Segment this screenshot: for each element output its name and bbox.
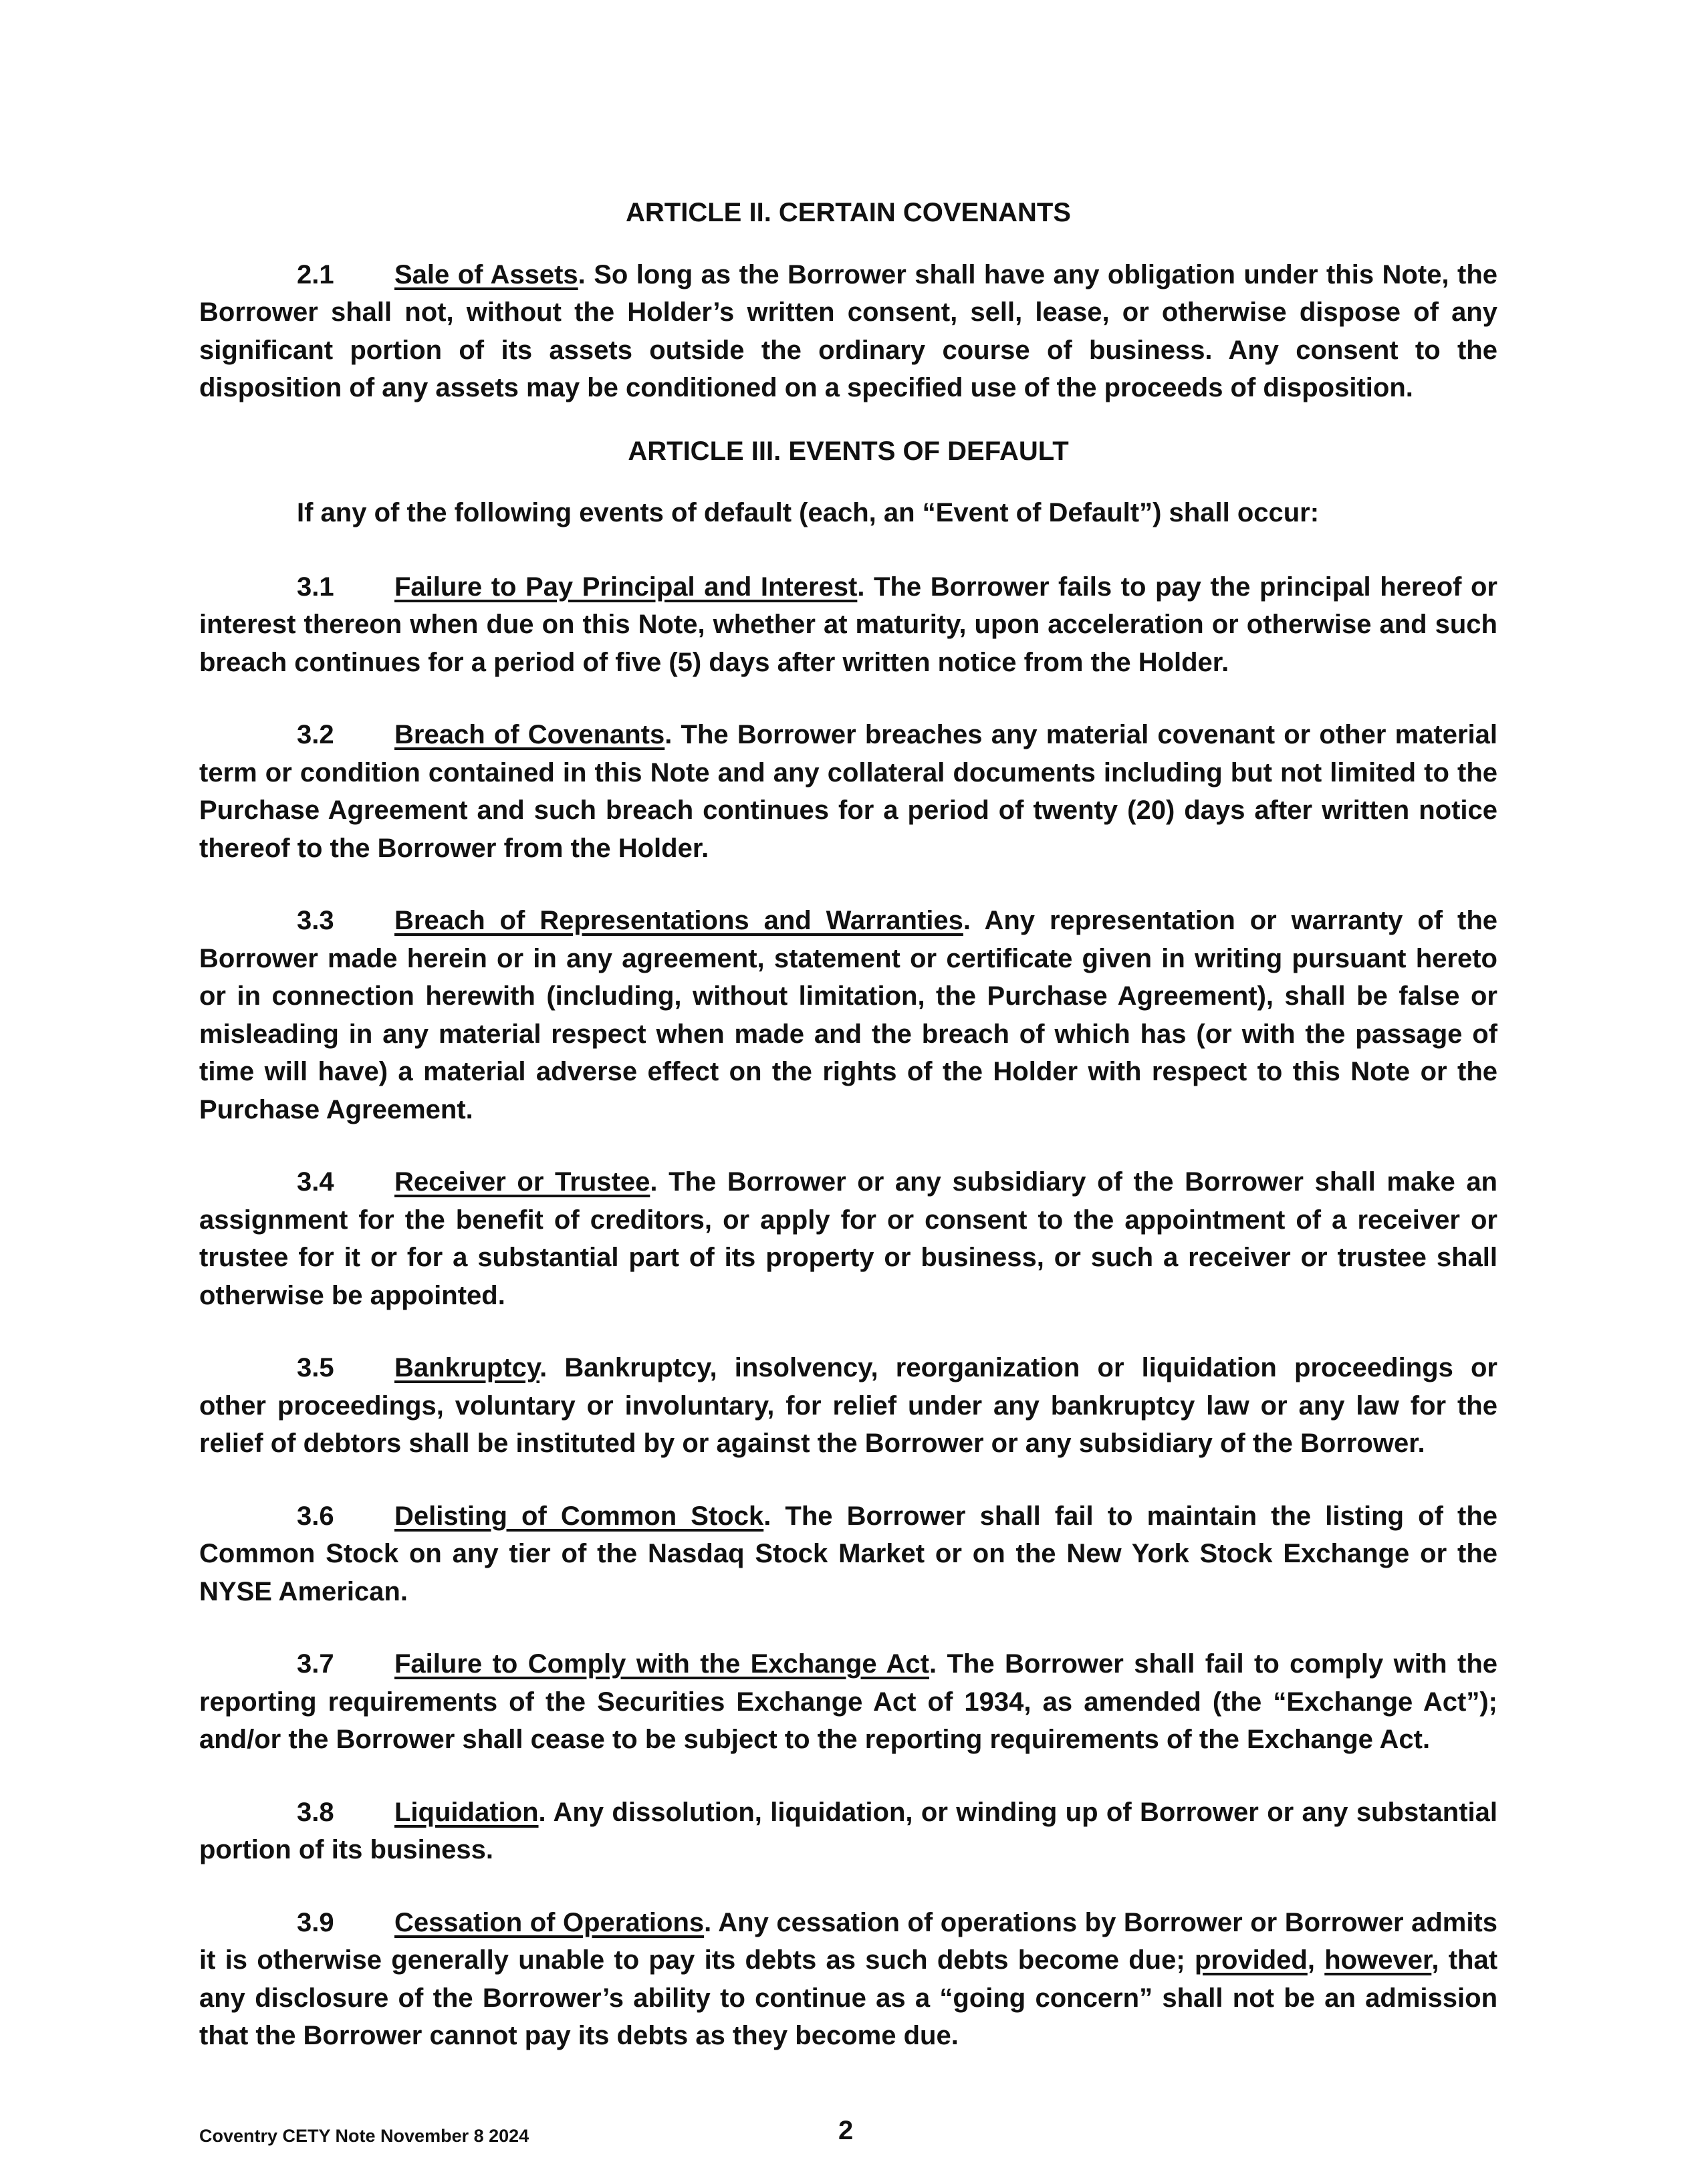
section-number: 3.2 <box>297 720 334 749</box>
article-iii-heading: ARTICLE III. EVENTS OF DEFAULT <box>628 436 1069 466</box>
section-3-5 <box>199 1349 1497 1463</box>
section-body: . Any dissolution, liquidation, or winding up of Borrower or any substantial portion of its business. <box>199 1797 1497 1864</box>
section-body: . Bankruptcy, insolvency, reorganization or liquidation proceedings or other proceedings, voluntary or involuntary, for relief under any bankruptcy law or any law for the relief of debtors shall be instituted by or against the Borrower or any subsidiary of the Borrower. <box>199 1353 1497 1458</box>
section-3-3 <box>199 902 1497 1128</box>
comma-separator: , <box>1307 1945 1325 1975</box>
section-body: . Any representation or warranty of the Borrower made herein or in any agreement, statement or certificate given in writing pursuant hereto or in connection herewith (including, without limitation, the Purchase Agreement), shall be false or misleading in any material respect when made and the breach of which has (or with the passage of time will have) a material adverse effect on the rights of the Holder with respect to this Note or the Purchase Agreement. <box>199 906 1498 1124</box>
section-number: 3.1 <box>297 572 334 602</box>
section-title: Receiver or Trustee <box>394 1167 650 1197</box>
section-body-part-b: , that any disclosure of the Borrower’s ability to continue as a “going concern” shall not be an admission that the Borrower cannot pay its debts as they become due. <box>199 1945 1498 2050</box>
section-number: 3.8 <box>297 1797 334 1827</box>
however-term: however <box>1324 1945 1432 1975</box>
section-number: 3.5 <box>297 1353 334 1382</box>
section-number: 3.4 <box>297 1167 334 1197</box>
section-body: . So long as the Borrower shall have any obligation under this Note, the Borrower shall not, without the Holder’s written consent, sell, lease, or otherwise dispose of any significant portion of its assets outside the ordinary course of business. Any consent to the disposition of any assets may be conditioned on a specified use of the proceeds of disposition. <box>199 259 1497 402</box>
section-3-7 <box>199 1645 1497 1759</box>
section-title: Failure to Comply with the Exchange Act <box>394 1649 929 1679</box>
section-title: Failure to Pay Principal and Interest <box>394 572 858 602</box>
section-title: Breach of Covenants <box>394 720 665 749</box>
section-number: 3.9 <box>297 1907 334 1937</box>
section-body: . The Borrower shall fail to comply with the reporting requirements of the Securities Exchange Act of 1934, as amended (the “Exchange Act”); and/or the Borrower shall cease to be subject to the reporting requirements of the Exchange Act. <box>199 1649 1497 1754</box>
section-number: 3.6 <box>297 1501 334 1531</box>
section-2-1 <box>199 256 1497 407</box>
provided-term: provided <box>1194 1945 1308 1975</box>
section-body: . The Borrower breaches any material covenant or other material term or condition contained in this Note and any collateral documents including but not limited to the Purchase Agreement and such breach continues for a period of twenty (20) days after written notice thereof to the Borrower from the Holder. <box>199 720 1497 863</box>
page-number: 2 <box>838 2116 854 2145</box>
section-3-1 <box>199 568 1497 682</box>
section-body-part-a: . Any cessation of operations by Borrower or Borrower admits it is otherwise generally unable to pay its debts as such debts become due; <box>199 1907 1497 1975</box>
section-body: . The Borrower shall fail to maintain the listing of the Common Stock on any tier of the Nasdaq Stock Market or on the New York Stock Exchange or the NYSE American. <box>199 1501 1497 1606</box>
section-title: Bankruptcy <box>394 1353 540 1382</box>
section-title: Liquidation <box>394 1797 539 1827</box>
section-number: 3.3 <box>297 906 334 935</box>
section-3-8 <box>199 1794 1497 1869</box>
article-ii-heading: ARTICLE II. CERTAIN COVENANTS <box>626 198 1071 227</box>
section-body: . The Borrower fails to pay the principal hereof or interest thereon when due on this Note, whether at maturity, upon acceleration or otherwise and such breach continues for a period of five (5) days after written notice from the Holder. <box>199 572 1497 677</box>
section-number: 2.1 <box>297 259 334 289</box>
document-page <box>199 194 1497 2055</box>
section-3-4 <box>199 1163 1497 1314</box>
section-title: Delisting of Common Stock <box>394 1501 764 1531</box>
section-3-2 <box>199 716 1497 867</box>
section-body: . The Borrower or any subsidiary of the Borrower shall make an assignment for the benefit of creditors, or apply for or consent to the appointment of a receiver or trustee for it or for a substantial part of its property or business, or such a receiver or trustee shall otherwise be appointed. <box>199 1167 1497 1310</box>
footer-document-label: Coventry CETY Note November 8 2024 <box>199 2126 529 2146</box>
section-3-9 <box>199 1904 1497 2055</box>
section-3-6 <box>199 1497 1497 1611</box>
events-of-default-intro: If any of the following events of default (each, an “Event of Default”) shall occur: <box>297 498 1320 527</box>
section-title: Sale of Assets <box>394 259 578 289</box>
section-title: Breach of Representations and Warranties <box>394 906 963 935</box>
section-title: Cessation of Operations <box>394 1907 705 1937</box>
section-number: 3.7 <box>297 1649 334 1679</box>
